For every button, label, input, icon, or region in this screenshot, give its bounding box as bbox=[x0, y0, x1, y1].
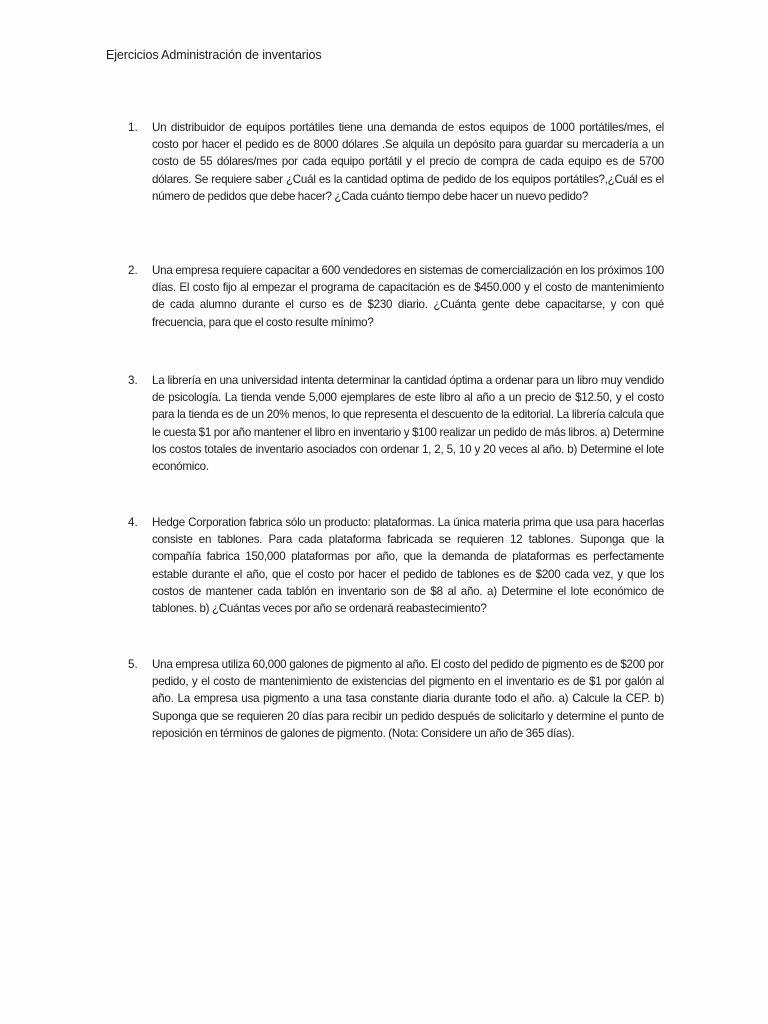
document-title: Ejercicios Administración de inventarios bbox=[106, 48, 322, 62]
exercise-1 bbox=[128, 119, 664, 205]
exercise-number: 5. bbox=[128, 658, 138, 671]
exercise-number: 4. bbox=[128, 516, 138, 529]
exercise-number: 2. bbox=[128, 264, 138, 277]
exercise-text: Un distribuidor de equipos portátiles tiene una demanda de estos equipos de 1000 portátiles/mes, el costo por hacer el pedido es de 8000 dólares .Se alquila un depósito para guardar su mercadería a un costo de 55 dólares/mes por cada equipo portátil y el precio de compra de cada equipo es de 5700 dólares. Se requiere saber ¿Cuál es la cantidad optima de pedido de los equipos portátiles?,¿Cuál es el número de pedidos que debe hacer? ¿Cada cuánto tiempo debe hacer un nuevo pedido? bbox=[152, 121, 664, 203]
exercise-3 bbox=[128, 372, 664, 475]
exercise-4 bbox=[128, 514, 664, 617]
exercise-number: 1. bbox=[128, 121, 138, 134]
exercise-text: La librería en una universidad intenta determinar la cantidad óptima a ordenar para un libro muy vendido de psicología. La tienda vende 5,000 ejemplares de este libro al año a un precio de $12.50, y el costo para la tienda es de un 20% menos, lo que representa el descuento de la editorial. La librería calcula que le cuesta $1 por año mantener el libro en inventario y $100 realizar un pedido de más libros. a) Determine los costos totales de inventario asociados con ordenar 1, 2, 5, 10 y 20 veces al año. b) Determine el lote económico. bbox=[152, 374, 664, 474]
exercise-text: Una empresa utiliza 60,000 galones de pigmento al año. El costo del pedido de pigmento es de $200 por pedido, y el costo de mantenimiento de existencias del pigmento en el inventario es de $1 por galón al año. La empresa usa pigmento a una tasa constante diaria durante todo el año. a) Calcule la CEP. b) Suponga que se requieren 20 días para recibir un pedido después de solicitarlo y determine el punto de reposición en términos de galones de pigmento. (Nota: Considere un año de 365 días). bbox=[152, 658, 664, 740]
exercise-number: 3. bbox=[128, 374, 138, 387]
exercise-2 bbox=[128, 262, 664, 331]
exercise-text: Una empresa requiere capacitar a 600 vendedores en sistemas de comercialización en los próximos 100 días. El costo fijo al empezar el programa de capacitación es de $450.000 y el costo de mantenimiento de cada alumno durante el curso es de $230 diario. ¿Cuánta gente debe capacitarse, y con qué frecuencia, para que el costo resulte mínimo? bbox=[152, 264, 664, 329]
exercise-text: Hedge Corporation fabrica sólo un producto: plataformas. La única materia prima que usa para hacerlas consiste en tablones. Para cada plataforma fabricada se requieren 12 tablones. Suponga que la compañía fabrica 150,000 plataformas por año, que la demanda de plataformas es perfectamente estable durante el año, que el costo por hacer el pedido de tablones es de $200 cada vez, y que los costos de mantener cada tablón en inventario son de $8 al año. a) Determine el lote económico de tablones. b) ¿Cuántas veces por año se ordenará reabastecimiento? bbox=[152, 516, 664, 616]
exercise-5 bbox=[128, 656, 664, 742]
